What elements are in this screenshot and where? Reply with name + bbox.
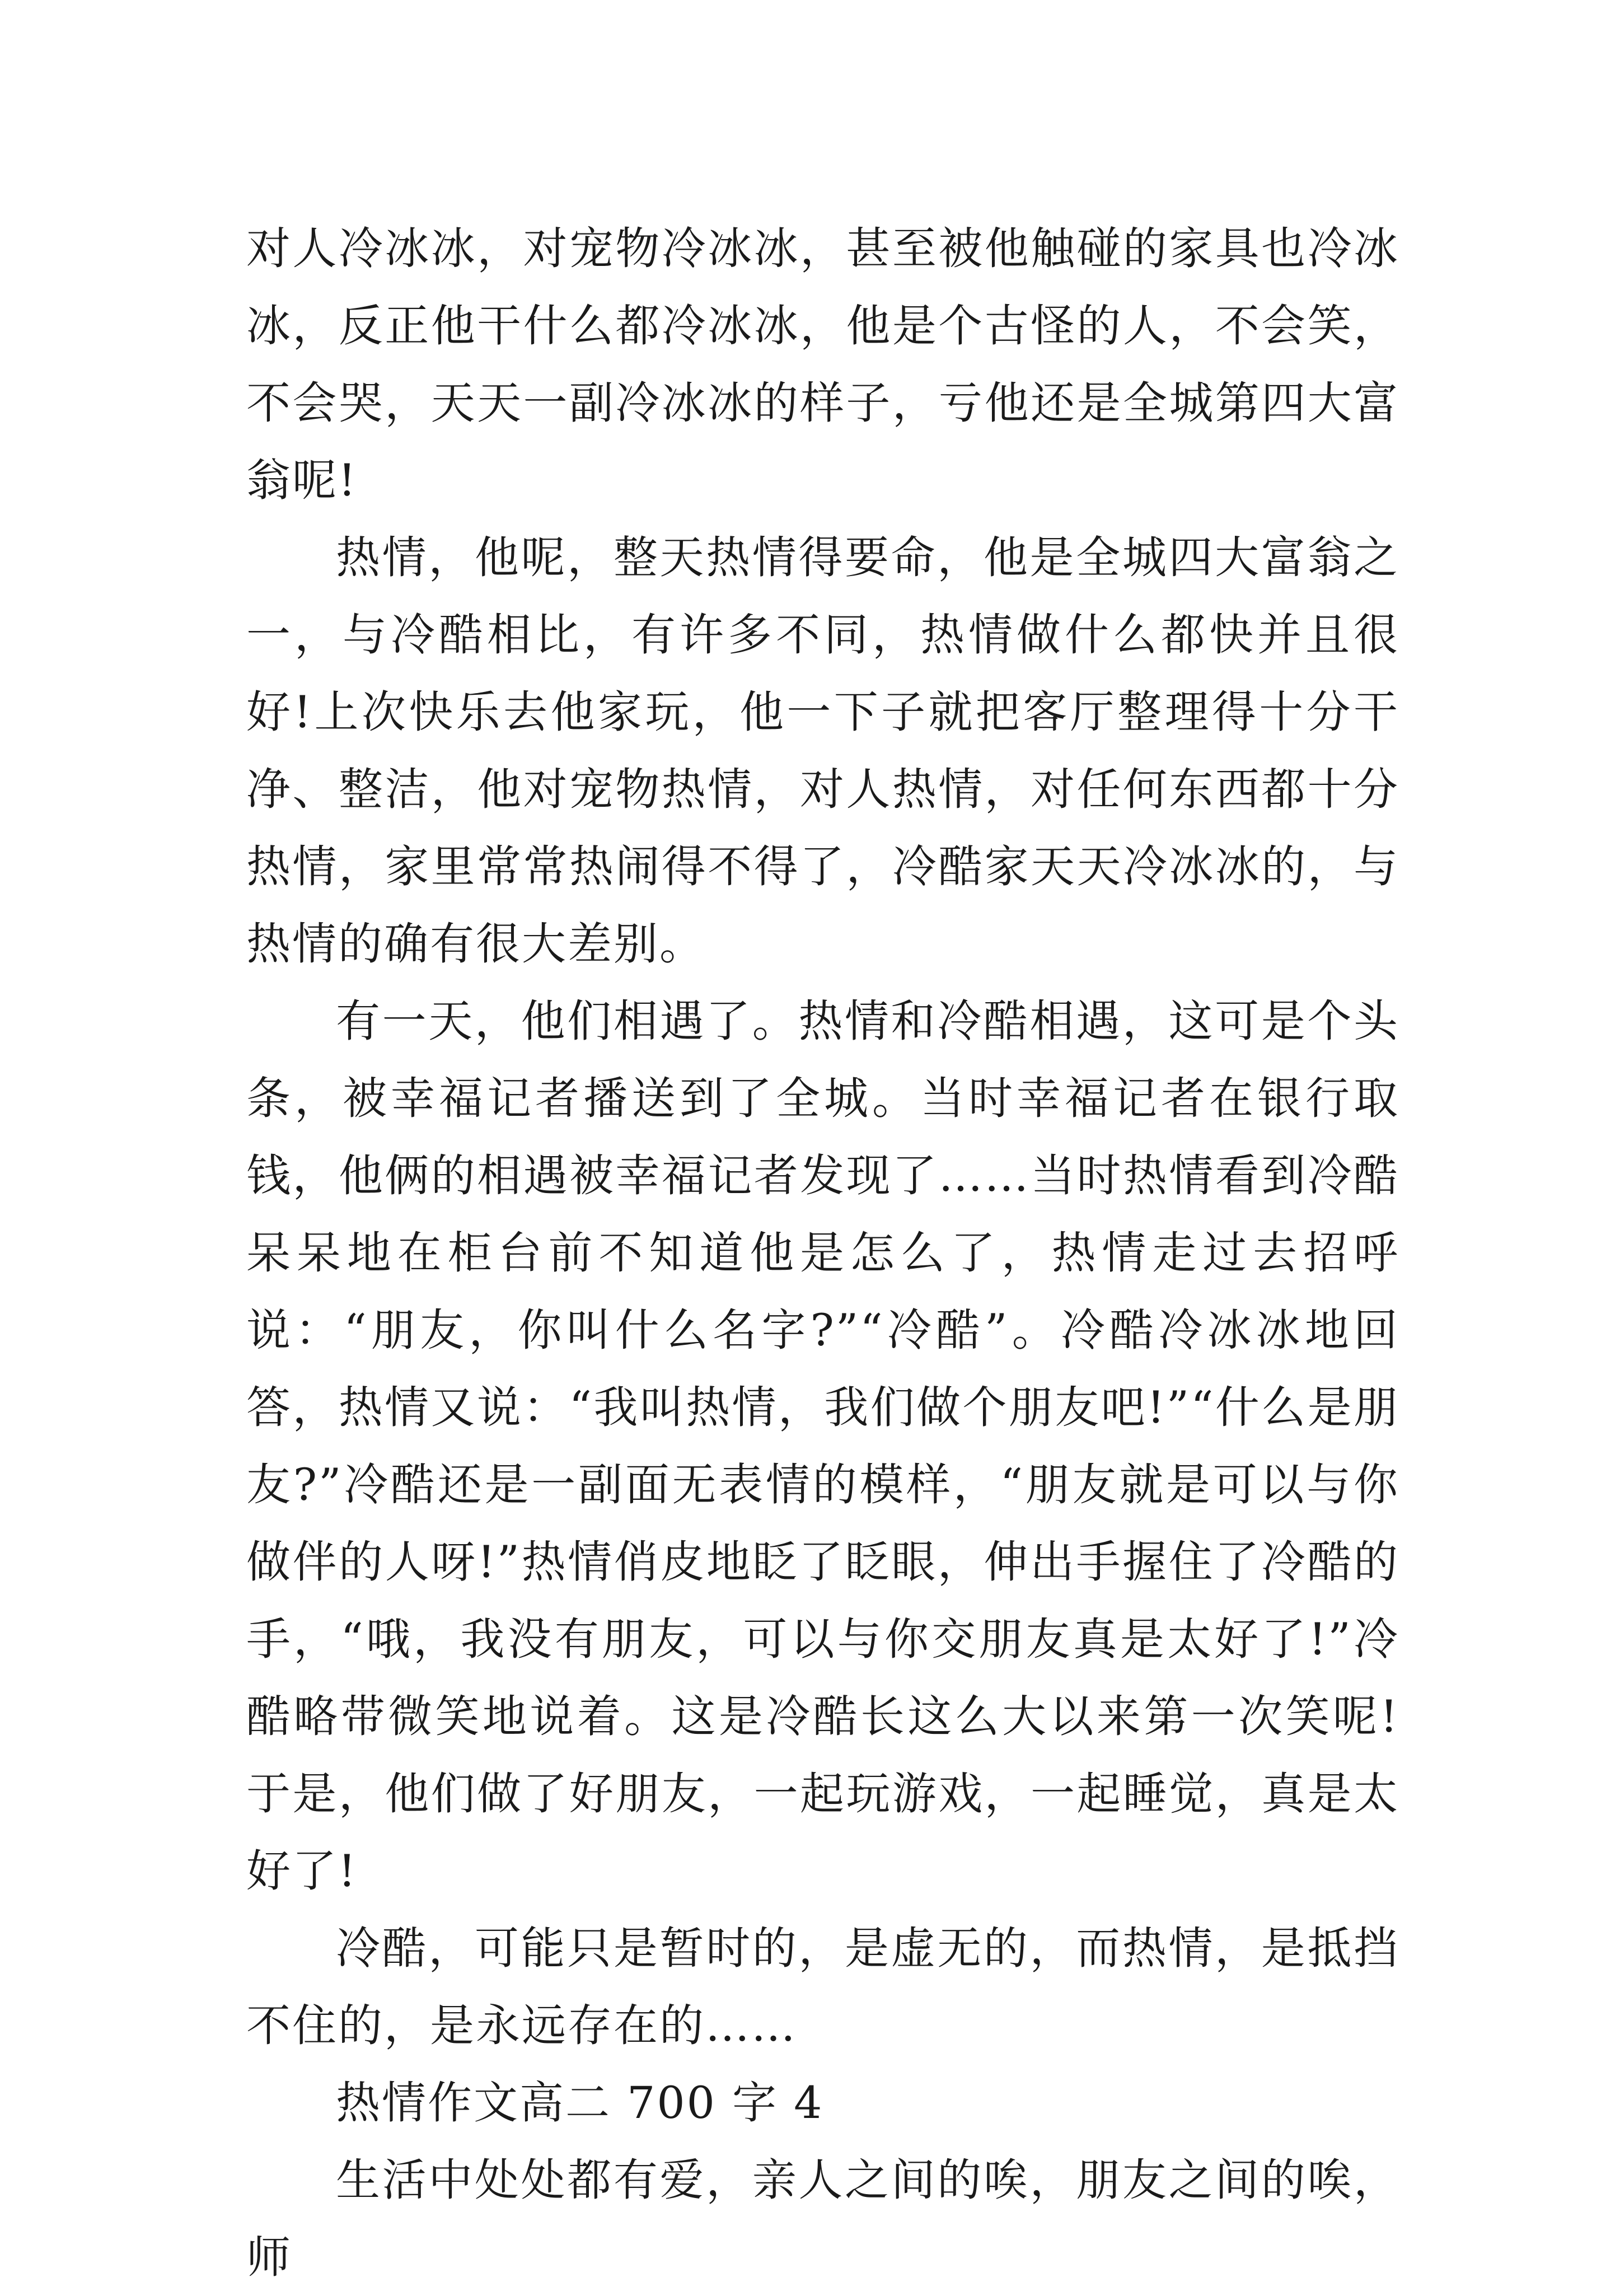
paragraph-conclusion: 冷酷，可能只是暂时的，是虚无的，而热情，是抵挡不住的，是永远存在的…… <box>246 1923 1399 2051</box>
paragraph-passion: 热情，他呢，整天热情得要命，他是全城四大富翁之一，与冷酷相比，有许多不同，热情做什么都快并且很好!上次快乐去他家玩，他一下子就把客厅整理得十分干净、整洁，他对宠物热情，对人热情，对任何东西都十分热情，家里常常热闹得不得了，冷酷家天天冷冰冰的，与热情的确有很大差别。 <box>246 532 1399 970</box>
paragraph-continuation: 对人冷冰冰，对宠物冷冰冰，甚至被他触碰的家具也冷冰冰，反正他干什么都冷冰冰，他是个古怪的人，不会笑，不会哭，天天一副冷冰冰的样子，亏他还是全城第四大富翁呢! <box>246 223 1399 506</box>
essay-heading: 热情作文高二 700 字 4 <box>336 2077 824 2129</box>
paragraph-meeting: 有一天，他们相遇了。热情和冷酷相遇，这可是个头条，被幸福记者播送到了全城。当时幸福记者在银行取钱，他俩的相遇被幸福记者发现了……当时热情看到冷酷呆呆地在柜台前不知道他是怎么了，热情走过去招呼说：“朋友，你叫什么名字?”“冷酷”。冷酷冷冰冰地回答，热情又说：“我叫热情，我们做个朋友吧!”“什么是朋友?”冷酷还是一副面无表情的模样，“朋友就是可以与你做伴的人呀!”热情俏皮地眨了眨眼，伸出手握住了冷酷的手，“哦，我没有朋友，可以与你交朋友真是太好了!”冷酷略带微笑地说着。这是冷酷长这么大以来第一次笑呢!于是，他们做了好朋友，一起玩游戏，一起睡觉，真是太好了! <box>246 995 1399 1897</box>
document-body <box>246 210 1399 2296</box>
paragraph-next-essay: 生活中处处都有爱，亲人之间的唉，朋友之间的唉，师 <box>246 2154 1399 2283</box>
